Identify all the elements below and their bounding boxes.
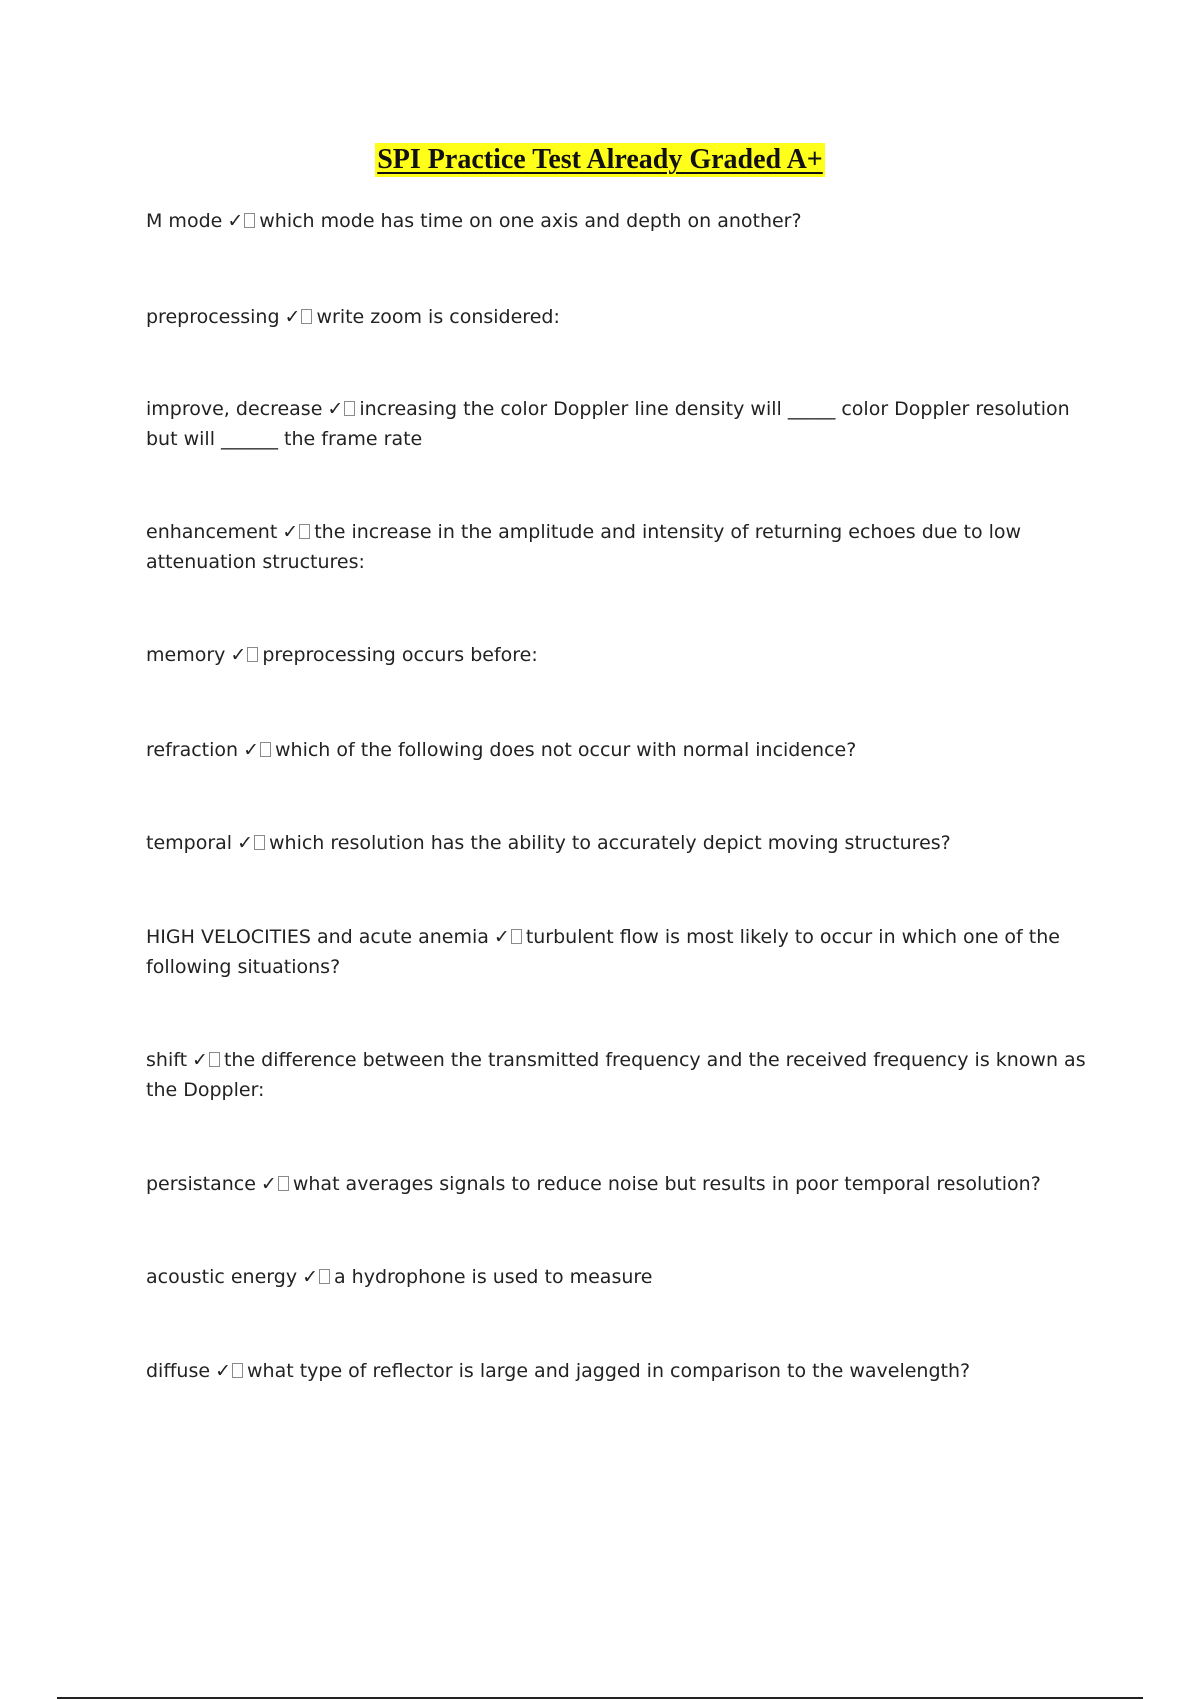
question-text: which resolution has the ability to accurately depict moving structures? — [269, 832, 951, 854]
checkbox-glyph-icon — [260, 742, 271, 757]
checkbox-glyph-icon — [299, 524, 310, 539]
qa-item-1 — [146, 206, 1086, 236]
checkbox-glyph-icon — [209, 1052, 220, 1067]
answer-text: persistance — [146, 1173, 256, 1195]
question-text: preprocessing occurs before: — [262, 644, 538, 666]
question-text: the difference between the transmitted frequency and the received frequency is known as the Doppler: — [146, 1049, 1086, 1101]
checkmark-icon: ✓ — [493, 926, 510, 948]
qa-item-5 — [146, 640, 1086, 670]
checkmark-icon: ✓ — [237, 832, 253, 854]
checkbox-glyph-icon — [511, 929, 522, 944]
question-text: what type of reflector is large and jagged in comparison to the wavelength? — [246, 1360, 971, 1382]
title-container — [0, 143, 1200, 177]
checkbox-glyph-icon — [244, 213, 255, 228]
checkbox-glyph-icon — [301, 309, 312, 324]
qa-item-11 — [146, 1262, 1086, 1292]
checkmark-icon: ✓ — [192, 1049, 208, 1071]
question-text: what averages signals to reduce noise but results in poor temporal resolution? — [292, 1173, 1041, 1195]
checkbox-glyph-icon — [232, 1363, 243, 1378]
qa-item-8 — [146, 922, 1086, 982]
answer-text: memory — [146, 644, 226, 666]
checkmark-icon: ✓ — [302, 1266, 318, 1288]
question-text: which mode has time on one axis and depth on another? — [259, 210, 802, 232]
question-text: the increase in the amplitude and intensity of returning echoes due to low attenuation structures: — [146, 521, 1022, 573]
answer-text: HIGH VELOCITIES and acute anemia — [146, 926, 489, 948]
answer-text: acoustic energy — [146, 1266, 298, 1288]
checkbox-glyph-icon — [344, 401, 355, 416]
qa-item-10 — [146, 1169, 1086, 1199]
answer-text: improve, decrease — [146, 398, 323, 420]
checkbox-glyph-icon — [319, 1269, 330, 1284]
checkbox-glyph-icon — [278, 1176, 289, 1191]
checkbox-glyph-icon — [247, 647, 258, 662]
checkmark-icon: ✓ — [282, 521, 299, 543]
question-text: turbulent flow is most likely to occur in which one of the following situations? — [146, 926, 1060, 978]
question-text: a hydrophone is used to measure — [334, 1266, 653, 1288]
question-text: which of the following does not occur with normal incidence? — [275, 739, 857, 761]
answer-text: enhancement — [146, 521, 278, 543]
question-text: increasing the color Doppler line density will _____ color Doppler resolution but will ______ the frame rate — [146, 398, 1070, 450]
question-text: write zoom is considered: — [316, 306, 560, 328]
qa-item-3 — [146, 394, 1086, 454]
footer-divider — [57, 1697, 1143, 1699]
checkmark-icon: ✓ — [260, 1173, 277, 1195]
answer-text: shift — [146, 1049, 188, 1071]
qa-item-4 — [146, 517, 1086, 577]
answer-text: diffuse — [146, 1360, 211, 1382]
answer-text: refraction — [146, 739, 239, 761]
checkmark-icon: ✓ — [284, 306, 301, 328]
answer-text: preprocessing — [146, 306, 280, 328]
checkmark-icon: ✓ — [215, 1360, 231, 1382]
checkmark-icon: ✓ — [227, 210, 244, 232]
qa-item-12 — [146, 1356, 1086, 1386]
answer-text: M mode — [146, 210, 223, 232]
qa-item-9 — [146, 1045, 1086, 1105]
checkbox-glyph-icon — [254, 835, 265, 850]
checkmark-icon: ✓ — [327, 398, 344, 420]
qa-item-2 — [146, 302, 1086, 332]
document-title: SPI Practice Test Already Graded A+ — [377, 144, 823, 175]
checkmark-icon: ✓ — [243, 739, 259, 761]
qa-item-7 — [146, 828, 1086, 858]
qa-item-6 — [146, 735, 1086, 765]
answer-text: temporal — [146, 832, 233, 854]
checkmark-icon: ✓ — [230, 644, 247, 666]
